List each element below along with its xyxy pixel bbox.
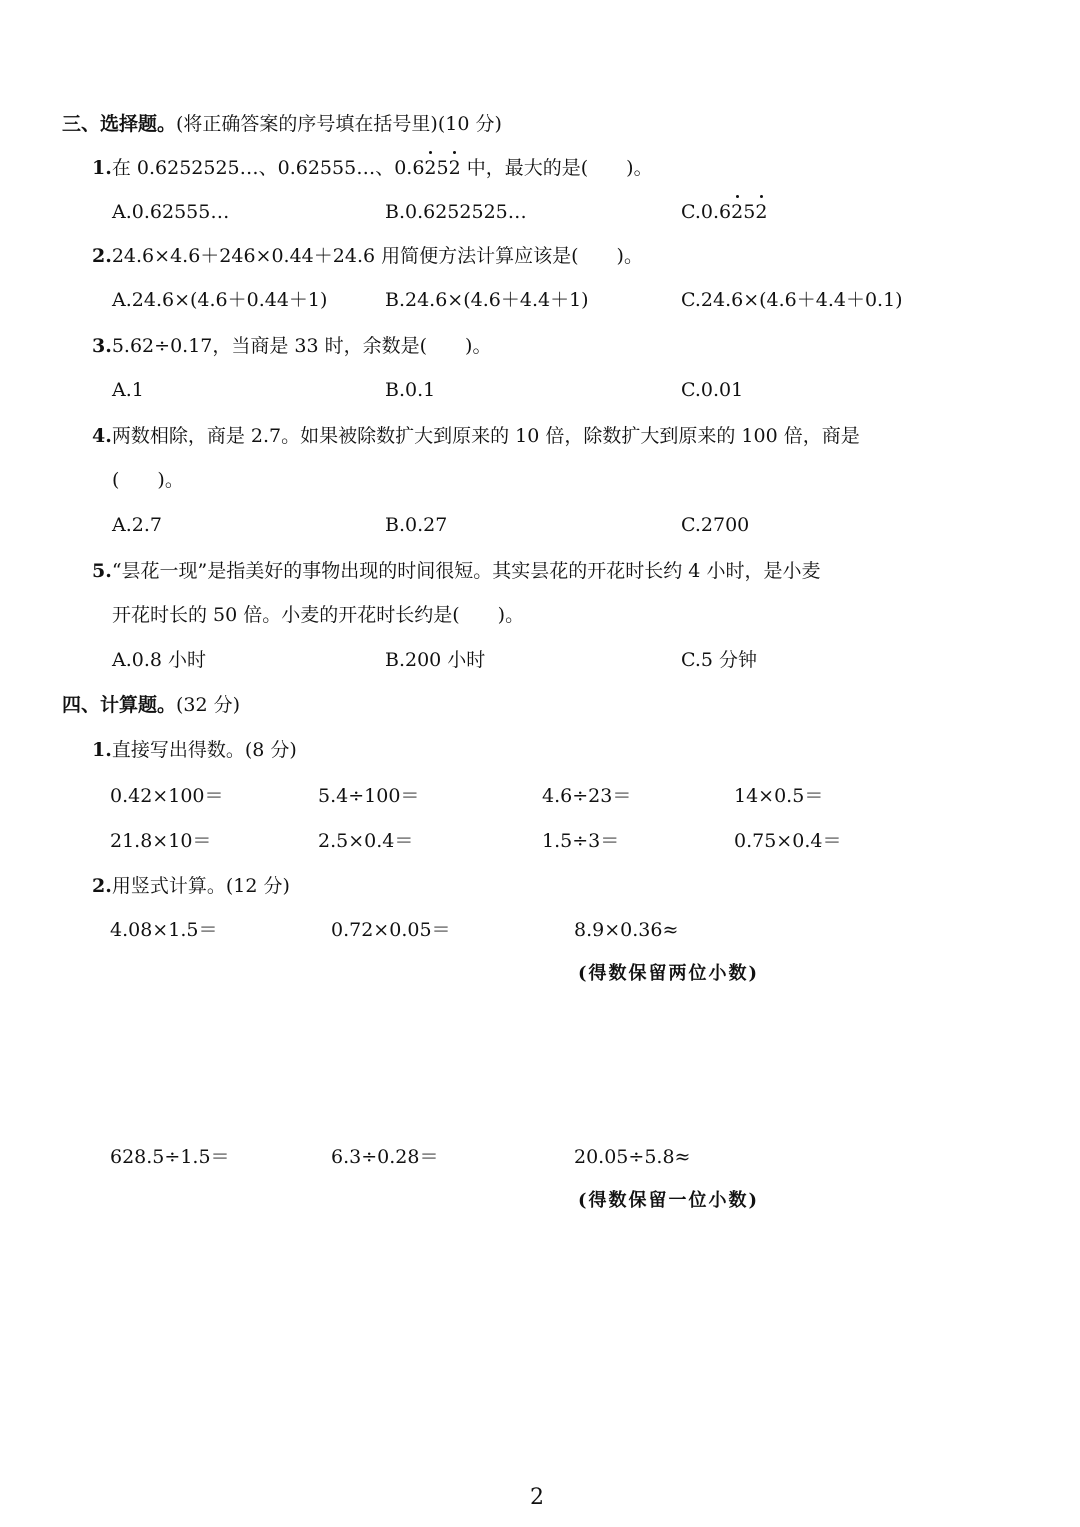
- option-b: B.0.1: [385, 379, 436, 401]
- repeating-digit-dotted: 2: [731, 201, 744, 223]
- calc-item: 21.8×10＝: [110, 830, 212, 852]
- option-b: B.0.6252525…: [385, 201, 527, 223]
- calc-item: 4.6÷23＝: [542, 785, 632, 807]
- vertical-calc-item: 6.3÷0.28＝: [331, 1146, 439, 1168]
- question-text-continued: 开花时长的 50 倍。小麦的开花时长约是( )。: [112, 604, 525, 626]
- repeating-digit: 5: [743, 201, 756, 223]
- question-number: 4.: [92, 425, 112, 447]
- calc-item: 14×0.5＝: [734, 785, 824, 807]
- option-c: C.24.6×(4.6＋4.4＋0.1): [681, 289, 903, 311]
- calc-item: 5.4÷100＝: [318, 785, 420, 807]
- option-b: B.200 小时: [385, 649, 486, 671]
- option-a: A.2.7: [112, 514, 162, 536]
- calc-item: 2.5×0.4＝: [318, 830, 414, 852]
- option-b: B.0.27: [385, 514, 448, 536]
- option-c: C.2700: [681, 514, 750, 536]
- question-5: [92, 559, 820, 583]
- vertical-calc-item: 20.05÷5.8≈: [574, 1146, 691, 1168]
- question-4: [92, 424, 860, 448]
- option-c-prefix: C.0.6: [681, 201, 732, 223]
- rounding-note: (得数保留一位小数): [578, 1190, 760, 1211]
- part-number: 1.: [92, 739, 112, 761]
- question-number: 1.: [92, 157, 112, 179]
- vertical-calc-item: 0.72×0.05＝: [331, 919, 451, 941]
- section-3-title: 三、选择题。: [62, 113, 177, 135]
- question-text: 5.62÷0.17，当商是 33 时，余数是( )。: [111, 335, 492, 357]
- question-number: 3.: [92, 335, 112, 357]
- section-4-heading: [62, 693, 240, 717]
- repeating-digit: 5: [436, 157, 449, 179]
- repeating-digit-dotted: 2: [755, 201, 768, 223]
- option-c: C.0.01: [681, 379, 744, 401]
- question-text-part-a: 在 0.6252525…、0.62555…、0.6: [111, 157, 425, 179]
- rounding-note: (得数保留两位小数): [578, 963, 760, 984]
- option-c: [681, 200, 767, 224]
- option-a: A.1: [112, 379, 144, 401]
- section-3-note: (将正确答案的序号填在括号里)(10 分): [176, 113, 502, 135]
- calc-item: 0.75×0.4＝: [734, 830, 842, 852]
- option-b: B.24.6×(4.6＋4.4＋1): [385, 289, 589, 311]
- calc-item: 0.42×100＝: [110, 785, 224, 807]
- question-text-part-b: 中，最大的是( )。: [460, 157, 653, 179]
- calc-part-1: [92, 738, 297, 762]
- question-number: 2.: [92, 245, 112, 267]
- option-c: C.5 分钟: [681, 649, 758, 671]
- question-number: 5.: [92, 560, 112, 582]
- question-text: 两数相除，商是 2.7。如果被除数扩大到原来的 10 倍，除数扩大到原来的 100 倍，商是: [111, 425, 860, 447]
- repeating-digit-dotted: 2: [424, 157, 437, 179]
- calc-part-2: [92, 874, 290, 898]
- option-a: A.24.6×(4.6＋0.44＋1): [112, 289, 328, 311]
- part-text: 用竖式计算。(12 分): [111, 875, 290, 897]
- page-number: 2: [530, 1485, 544, 1510]
- option-a: A.0.62555…: [112, 201, 230, 223]
- option-a: A.0.8 小时: [112, 649, 207, 671]
- question-2: [92, 244, 643, 268]
- repeating-digit-dotted: 2: [448, 157, 461, 179]
- question-text: “昙花一现”是指美好的事物出现的时间很短。其实昙花的开花时长约 4 小时，是小麦: [111, 560, 821, 582]
- section-4-title: 四、计算题。: [62, 694, 177, 716]
- section-4-note: (32 分): [176, 694, 241, 716]
- question-text-continued: ( )。: [112, 469, 184, 491]
- part-text: 直接写出得数。(8 分): [111, 739, 297, 761]
- question-text: 24.6×4.6＋246×0.44＋24.6 用简便方法计算应该是( )。: [111, 245, 643, 267]
- vertical-calc-item: 4.08×1.5＝: [110, 919, 218, 941]
- vertical-calc-item: 8.9×0.36≈: [574, 919, 679, 941]
- question-3: [92, 334, 491, 358]
- section-3-heading: [62, 112, 502, 136]
- question-1: [92, 156, 653, 180]
- calc-item: 1.5÷3＝: [542, 830, 620, 852]
- part-number: 2.: [92, 875, 112, 897]
- vertical-calc-item: 628.5÷1.5＝: [110, 1146, 230, 1168]
